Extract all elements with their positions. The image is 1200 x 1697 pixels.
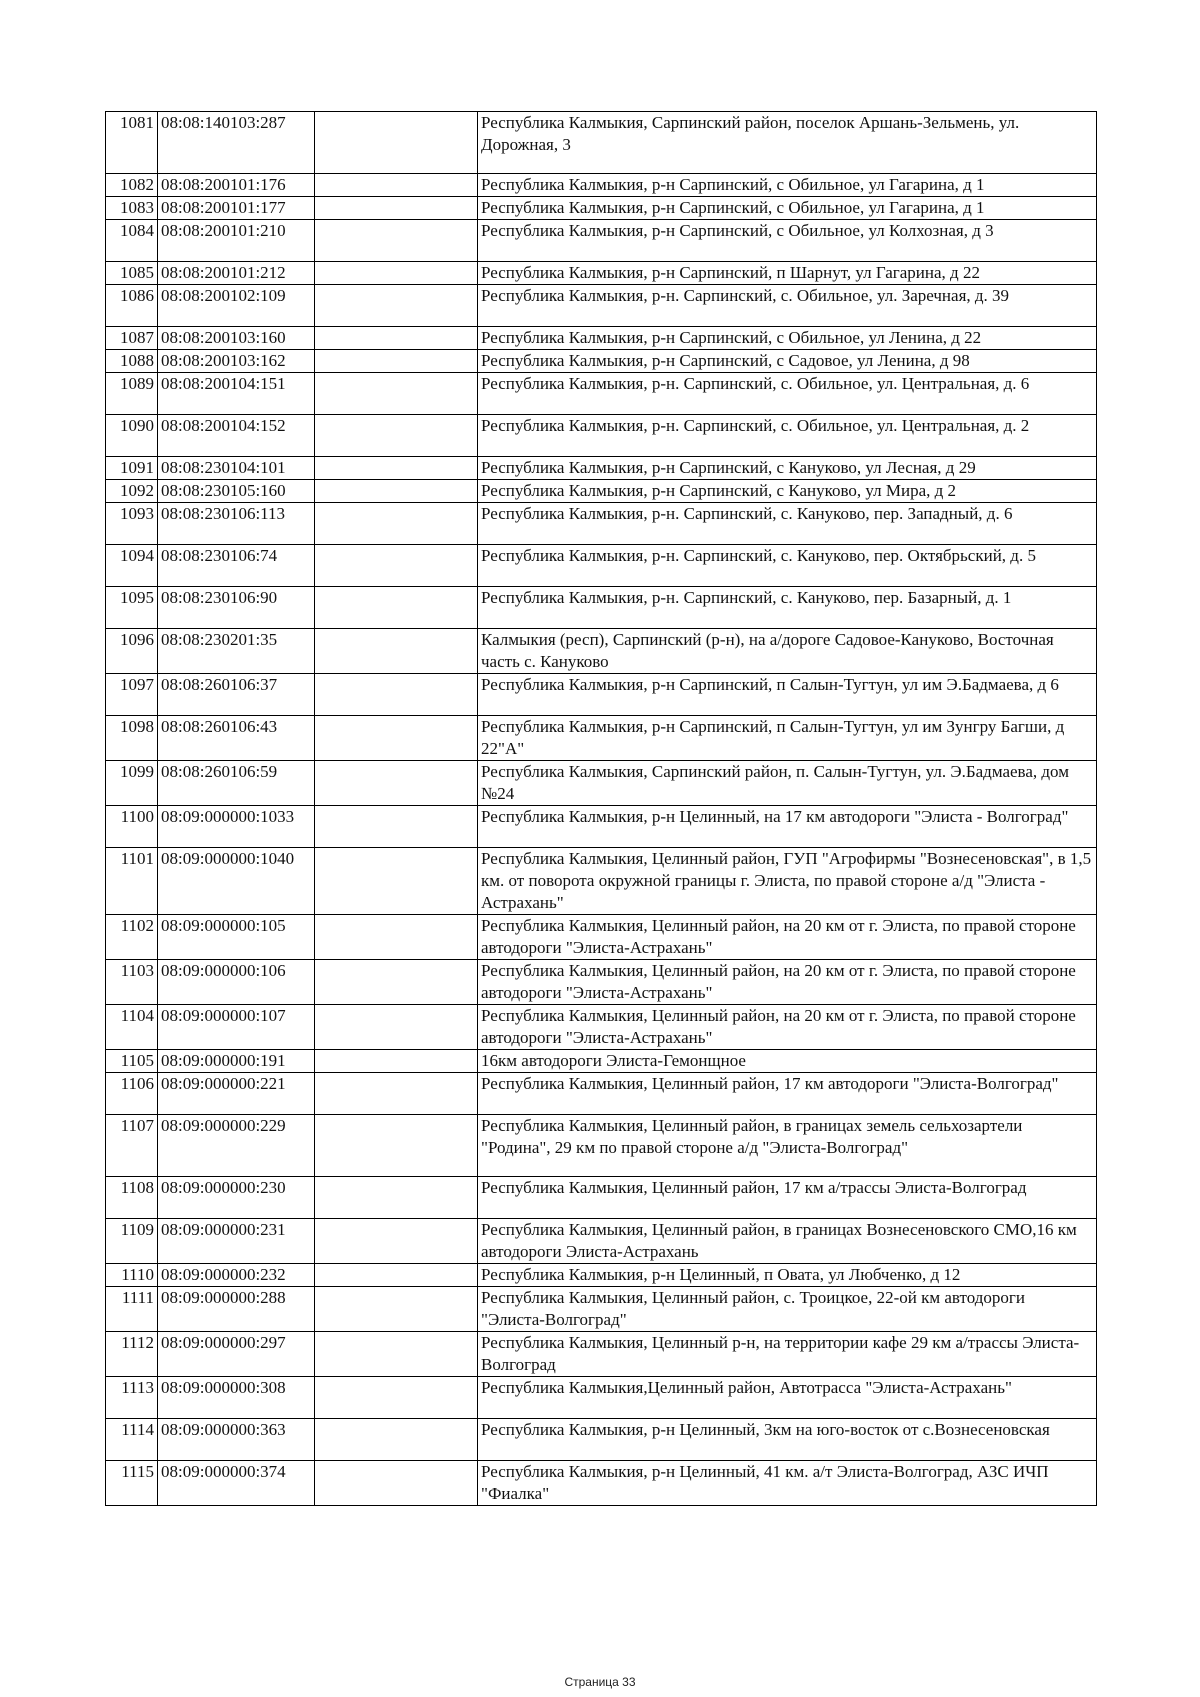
table-row — [106, 545, 1097, 587]
table-row — [106, 960, 1097, 1005]
cadastral-number-cell: 08:09:000000:232 — [158, 1264, 315, 1287]
row-number-cell: 1083 — [106, 197, 158, 220]
address-cell: Республика Калмыкия, р-н Сарпинский, п Салын-Тугтун, ул им Э.Бадмаева, д 6 — [478, 674, 1097, 716]
table-row — [106, 629, 1097, 674]
blank-cell — [315, 1287, 478, 1332]
table-row — [106, 716, 1097, 761]
row-number-cell: 1113 — [106, 1377, 158, 1419]
address-cell: Республика Калмыкия, р-н. Сарпинский, с. Кануково, пер. Западный, д. 6 — [478, 503, 1097, 545]
row-number-cell: 1095 — [106, 587, 158, 629]
address-cell: Республика Калмыкия, Целинный район, 17 км автодороги "Элиста-Волгоград" — [478, 1073, 1097, 1115]
address-cell: Республика Калмыкия, р-н. Сарпинский, с. Обильное, ул. Центральная, д. 6 — [478, 373, 1097, 415]
cadastral-number-cell: 08:09:000000:106 — [158, 960, 315, 1005]
blank-cell — [315, 373, 478, 415]
address-cell: Республика Калмыкия, р-н Целинный, 41 км. а/т Элиста-Волгоград, АЗС ИЧП "Фиалка" — [478, 1461, 1097, 1506]
cadastral-number-cell: 08:08:230106:74 — [158, 545, 315, 587]
row-number-cell: 1096 — [106, 629, 158, 674]
cadastral-number-cell: 08:09:000000:363 — [158, 1419, 315, 1461]
cadastral-number-cell: 08:09:000000:374 — [158, 1461, 315, 1506]
row-number-cell: 1097 — [106, 674, 158, 716]
cadastral-number-cell: 08:09:000000:297 — [158, 1332, 315, 1377]
table-row — [106, 1461, 1097, 1506]
address-cell: Республика Калмыкия, Целинный район, на 20 км от г. Элиста, по правой стороне автодороги "Элиста-Астрахань" — [478, 960, 1097, 1005]
address-cell: Республика Калмыкия, Целинный район, на 20 км от г. Элиста, по правой стороне автодороги "Элиста-Астрахань" — [478, 915, 1097, 960]
row-number-cell: 1115 — [106, 1461, 158, 1506]
table-row — [106, 1005, 1097, 1050]
address-cell: Республика Калмыкия, Целинный район, в границах Вознесеновского СМО,16 км автодороги Элиста-Астрахань — [478, 1219, 1097, 1264]
row-number-cell: 1111 — [106, 1287, 158, 1332]
row-number-cell: 1110 — [106, 1264, 158, 1287]
blank-cell — [315, 587, 478, 629]
cadastral-number-cell: 08:08:200101:210 — [158, 220, 315, 262]
address-cell: Республика Калмыкия,Целинный район, Автотрасса "Элиста-Астрахань" — [478, 1377, 1097, 1419]
blank-cell — [315, 848, 478, 915]
row-number-cell: 1107 — [106, 1115, 158, 1177]
address-cell: Республика Калмыкия, р-н. Сарпинский, с. Кануково, пер. Октябрьский, д. 5 — [478, 545, 1097, 587]
table-row — [106, 415, 1097, 457]
table-row — [106, 806, 1097, 848]
cadastral-number-cell: 08:08:260106:43 — [158, 716, 315, 761]
cadastral-number-cell: 08:08:230105:160 — [158, 480, 315, 503]
cadastral-number-cell: 08:08:260106:37 — [158, 674, 315, 716]
cadastral-number-cell: 08:09:000000:105 — [158, 915, 315, 960]
cadastral-number-cell: 08:08:230106:113 — [158, 503, 315, 545]
address-cell: Республика Калмыкия, р-н. Сарпинский, с. Обильное, ул. Заречная, д. 39 — [478, 285, 1097, 327]
blank-cell — [315, 716, 478, 761]
blank-cell — [315, 262, 478, 285]
table-row — [106, 848, 1097, 915]
table-row — [106, 174, 1097, 197]
table-row — [106, 373, 1097, 415]
blank-cell — [315, 1177, 478, 1219]
address-cell: Республика Калмыкия, р-н Сарпинский, с Кануково, ул Мира, д 2 — [478, 480, 1097, 503]
cadastral-number-cell: 08:09:000000:308 — [158, 1377, 315, 1419]
row-number-cell: 1088 — [106, 350, 158, 373]
blank-cell — [315, 174, 478, 197]
cadastral-number-cell: 08:09:000000:231 — [158, 1219, 315, 1264]
blank-cell — [315, 1264, 478, 1287]
blank-cell — [315, 915, 478, 960]
row-number-cell: 1112 — [106, 1332, 158, 1377]
cadastral-number-cell: 08:08:200101:176 — [158, 174, 315, 197]
table-row — [106, 262, 1097, 285]
cadastral-number-cell: 08:09:000000:288 — [158, 1287, 315, 1332]
row-number-cell: 1091 — [106, 457, 158, 480]
row-number-cell: 1106 — [106, 1073, 158, 1115]
address-cell: Республика Калмыкия, р-н Сарпинский, с Обильное, ул Ленина, д 22 — [478, 327, 1097, 350]
row-number-cell: 1100 — [106, 806, 158, 848]
address-cell: Республика Калмыкия, р-н. Сарпинский, с. Обильное, ул. Центральная, д. 2 — [478, 415, 1097, 457]
cadastral-number-cell: 08:09:000000:230 — [158, 1177, 315, 1219]
row-number-cell: 1104 — [106, 1005, 158, 1050]
blank-cell — [315, 674, 478, 716]
row-number-cell: 1102 — [106, 915, 158, 960]
blank-cell — [315, 1219, 478, 1264]
table-row — [106, 1264, 1097, 1287]
address-cell: Республика Калмыкия, р-н Целинный, 3км на юго-восток от с.Вознесеновская — [478, 1419, 1097, 1461]
cadastral-number-cell: 08:09:000000:221 — [158, 1073, 315, 1115]
table-row — [106, 1115, 1097, 1177]
row-number-cell: 1101 — [106, 848, 158, 915]
table-row — [106, 674, 1097, 716]
table-row — [106, 503, 1097, 545]
table-row — [106, 1332, 1097, 1377]
row-number-cell: 1089 — [106, 373, 158, 415]
blank-cell — [315, 415, 478, 457]
table-row — [106, 1050, 1097, 1073]
cadastral-number-cell: 08:09:000000:229 — [158, 1115, 315, 1177]
table-row — [106, 220, 1097, 262]
table-row — [106, 1177, 1097, 1219]
blank-cell — [315, 1419, 478, 1461]
cadastral-number-cell: 08:08:230104:101 — [158, 457, 315, 480]
address-cell: Республика Калмыкия, р-н Сарпинский, п Салын-Тугтун, ул им Зунгру Багши, д 22"А" — [478, 716, 1097, 761]
address-cell: Республика Калмыкия, р-н Сарпинский, с Кануково, ул Лесная, д 29 — [478, 457, 1097, 480]
address-cell: 16км автодороги Элиста-Гемонщное — [478, 1050, 1097, 1073]
blank-cell — [315, 1115, 478, 1177]
row-number-cell: 1090 — [106, 415, 158, 457]
address-cell: Республика Калмыкия, Целинный район, с. Троицкое, 22-ой км автодороги "Элиста-Волгоград" — [478, 1287, 1097, 1332]
row-number-cell: 1094 — [106, 545, 158, 587]
row-number-cell: 1093 — [106, 503, 158, 545]
blank-cell — [315, 1332, 478, 1377]
cadastral-number-cell: 08:08:200101:177 — [158, 197, 315, 220]
blank-cell — [315, 350, 478, 373]
address-cell: Республика Калмыкия, Целинный р-н, на территории кафе 29 км а/трассы Элиста-Волгоград — [478, 1332, 1097, 1377]
row-number-cell: 1085 — [106, 262, 158, 285]
cadastral-number-cell: 08:08:200103:162 — [158, 350, 315, 373]
blank-cell — [315, 285, 478, 327]
blank-cell — [315, 1005, 478, 1050]
address-cell: Республика Калмыкия, р-н Сарпинский, с Садовое, ул Ленина, д 98 — [478, 350, 1097, 373]
table-row — [106, 457, 1097, 480]
cadastral-number-cell: 08:08:200102:109 — [158, 285, 315, 327]
table-row — [106, 480, 1097, 503]
table-row — [106, 1287, 1097, 1332]
cadastral-number-cell: 08:09:000000:191 — [158, 1050, 315, 1073]
address-cell: Республика Калмыкия, р-н Сарпинский, с Обильное, ул Гагарина, д 1 — [478, 197, 1097, 220]
row-number-cell: 1092 — [106, 480, 158, 503]
blank-cell — [315, 806, 478, 848]
blank-cell — [315, 1050, 478, 1073]
address-cell: Республика Калмыкия, р-н. Сарпинский, с. Кануково, пер. Базарный, д. 1 — [478, 587, 1097, 629]
blank-cell — [315, 220, 478, 262]
cadastral-number-cell: 08:08:200101:212 — [158, 262, 315, 285]
row-number-cell: 1105 — [106, 1050, 158, 1073]
row-number-cell: 1103 — [106, 960, 158, 1005]
blank-cell — [315, 761, 478, 806]
table-row — [106, 112, 1097, 174]
page-number: Страница 33 — [564, 1675, 636, 1689]
row-number-cell: 1087 — [106, 327, 158, 350]
blank-cell — [315, 960, 478, 1005]
land-registry-table — [105, 111, 1097, 1506]
table-row — [106, 350, 1097, 373]
table-row — [106, 1419, 1097, 1461]
address-cell: Республика Калмыкия, Целинный район, в границах земель сельхозартели "Родина", 29 км по правой стороне а/д "Элиста-Волгоград" — [478, 1115, 1097, 1177]
blank-cell — [315, 1461, 478, 1506]
cadastral-number-cell: 08:08:200103:160 — [158, 327, 315, 350]
address-cell: Республика Калмыкия, Целинный район, 17 км а/трассы Элиста-Волгоград — [478, 1177, 1097, 1219]
address-cell: Республика Калмыкия, р-н Сарпинский, с Обильное, ул Колхозная, д 3 — [478, 220, 1097, 262]
table-row — [106, 1377, 1097, 1419]
address-cell: Республика Калмыкия, Сарпинский район, поселок Аршань-Зельмень, ул. Дорожная, 3 — [478, 112, 1097, 174]
row-number-cell: 1098 — [106, 716, 158, 761]
table-row — [106, 327, 1097, 350]
cadastral-number-cell: 08:08:140103:287 — [158, 112, 315, 174]
address-cell: Калмыкия (респ), Сарпинский (р-н), на а/дороге Садовое-Кануково, Восточная часть с. Кануково — [478, 629, 1097, 674]
table-row — [106, 761, 1097, 806]
row-number-cell: 1114 — [106, 1419, 158, 1461]
row-number-cell: 1109 — [106, 1219, 158, 1264]
cadastral-number-cell: 08:09:000000:1040 — [158, 848, 315, 915]
table-body — [106, 112, 1097, 1506]
blank-cell — [315, 457, 478, 480]
address-cell: Республика Калмыкия, р-н Сарпинский, п Шарнут, ул Гагарина, д 22 — [478, 262, 1097, 285]
table-row — [106, 1219, 1097, 1264]
row-number-cell: 1099 — [106, 761, 158, 806]
row-number-cell: 1081 — [106, 112, 158, 174]
table-row — [106, 1073, 1097, 1115]
address-cell: Республика Калмыкия, р-н Целинный, на 17 км автодороги "Элиста - Волгоград" — [478, 806, 1097, 848]
blank-cell — [315, 503, 478, 545]
blank-cell — [315, 545, 478, 587]
row-number-cell: 1108 — [106, 1177, 158, 1219]
row-number-cell: 1086 — [106, 285, 158, 327]
blank-cell — [315, 1073, 478, 1115]
address-cell: Республика Калмыкия, Целинный район, на 20 км от г. Элиста, по правой стороне автодороги "Элиста-Астрахань" — [478, 1005, 1097, 1050]
cadastral-number-cell: 08:08:200104:151 — [158, 373, 315, 415]
row-number-cell: 1084 — [106, 220, 158, 262]
cadastral-number-cell: 08:08:230106:90 — [158, 587, 315, 629]
cadastral-number-cell: 08:09:000000:1033 — [158, 806, 315, 848]
blank-cell — [315, 197, 478, 220]
blank-cell — [315, 1377, 478, 1419]
table-row — [106, 587, 1097, 629]
address-cell: Республика Калмыкия, Сарпинский район, п. Салын-Тугтун, ул. Э.Бадмаева, дом №24 — [478, 761, 1097, 806]
cadastral-number-cell: 08:08:230201:35 — [158, 629, 315, 674]
address-cell: Республика Калмыкия, р-н Сарпинский, с Обильное, ул Гагарина, д 1 — [478, 174, 1097, 197]
address-cell: Республика Калмыкия, Целинный район, ГУП "Агрофирмы "Вознесеновская", в 1,5 км. от поворота окружной границы г. Элиста, по правой стороне а/д "Элиста - Астрахань" — [478, 848, 1097, 915]
address-cell: Республика Калмыкия, р-н Целинный, п Овата, ул Любченко, д 12 — [478, 1264, 1097, 1287]
blank-cell — [315, 112, 478, 174]
table-row — [106, 197, 1097, 220]
row-number-cell: 1082 — [106, 174, 158, 197]
table-row — [106, 285, 1097, 327]
cadastral-number-cell: 08:08:200104:152 — [158, 415, 315, 457]
blank-cell — [315, 629, 478, 674]
cadastral-number-cell: 08:08:260106:59 — [158, 761, 315, 806]
cadastral-number-cell: 08:09:000000:107 — [158, 1005, 315, 1050]
table-row — [106, 915, 1097, 960]
blank-cell — [315, 480, 478, 503]
page-footer — [0, 1675, 1200, 1689]
blank-cell — [315, 327, 478, 350]
